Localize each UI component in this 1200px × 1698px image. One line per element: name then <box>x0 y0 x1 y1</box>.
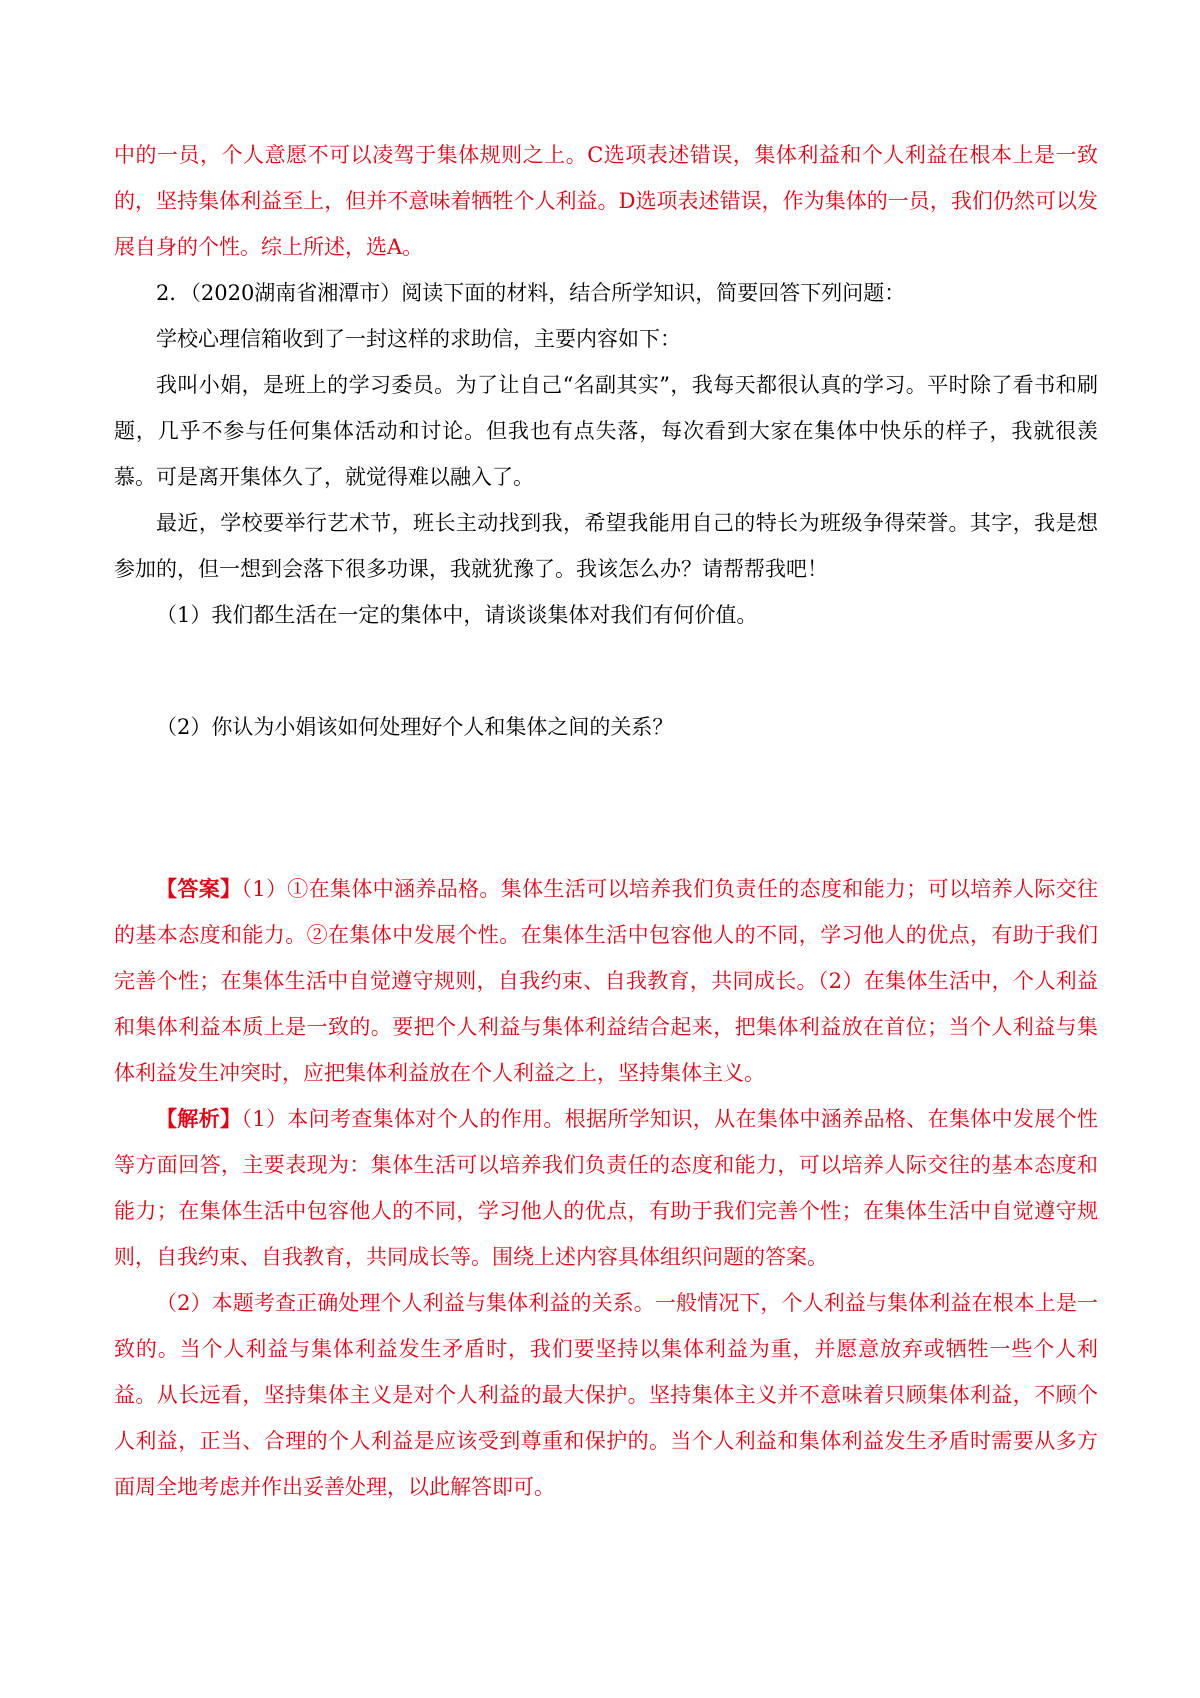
analysis-paragraph-1 <box>114 1096 1098 1280</box>
previous-analysis-continuation: 中的一员，个人意愿不可以凌驾于集体规则之上。C选项表述错误，集体利益和个人利益在根本上是一致的，坚持集体利益至上，但并不意味着牺牲个人利益。D选项表述错误，作为集体的一员，我们仍然可以发展自身的个性。综上所述，选A。 <box>114 143 1098 259</box>
letter-paragraph-1: 我叫小娟，是班上的学习委员。为了让自己“名副其实”，我每天都很认真的学习。平时除了看书和刷题，几乎不参与任何集体活动和讨论。但我也有点失落，每次看到大家在集体中快乐的样子，我就很羡慕。可是离开集体久了，就觉得难以融入了。 <box>114 373 1098 489</box>
answer-text: （1）①在集体中涵养品格。集体生活可以培养我们负责任的态度和能力；可以培养人际交往的基本态度和能力。②在集体中发展个性。在集体生活中包容他人的不同，学习他人的优点，有助于我们完善个性；在集体生活中自觉遵守规则，自我约束、自我教育，共同成长。（2）在集体生活中，个人利益和集体利益本质上是一致的。要把个人利益与集体利益结合起来，把集体利益放在首位；当个人利益与集体利益发生冲突时，应把集体利益放在个人利益之上，坚持集体主义。 <box>114 877 1099 1085</box>
sub-question-1: （1）我们都生活在一定的集体中，请谈谈集体对我们有何价值。 <box>156 603 758 627</box>
analysis-part-1: （1）本问考查集体对个人的作用。根据所学知识，从在集体中涵养品格、在集体中发展个性等方面回答，主要表现为：集体生活可以培养我们负责任的态度和能力，可以培养人际交往的基本态度和能力；在集体生活中包容他人的不同，学习他人的优点，有助于我们完善个性；在集体生活中自觉遵守规则，自我约束、自我教育，共同成长等。围绕上述内容具体组织问题的答案。 <box>114 1107 1099 1269</box>
letter-paragraph-2: 最近，学校要举行艺术节，班长主动找到我，希望我能用自己的特长为班级争得荣誉。其字，我是想参加的，但一想到会落下很多功课，我就犹豫了。我该怎么办？请帮帮我吧！ <box>114 511 1098 581</box>
answer-tag: 【答案】 <box>156 876 242 901</box>
question-2-intro: 学校心理信箱收到了一封这样的求助信，主要内容如下： <box>156 327 681 351</box>
analysis-tag: 【解析】 <box>156 1106 242 1131</box>
answer-paragraph <box>114 866 1098 1096</box>
question-2-stem: 2．（2020湖南省湘潭市）阅读下面的材料，结合所学知识，简要回答下列问题： <box>156 281 906 305</box>
sub-question-2: （2）你认为小娟该如何处理好个人和集体之间的关系？ <box>156 715 674 739</box>
analysis-paragraph-2: （2）本题考查正确处理个人利益与集体利益的关系。一般情况下，个人利益与集体利益在根本上是一致的。当个人利益与集体利益发生矛盾时，我们要坚持以集体利益为重，并愿意放弃或牺牲一些个人利益。从长远看，坚持集体主义是对个人利益的最大保护。坚持集体主义并不意味着只顾集体利益，不顾个人利益，正当、合理的个人利益是应该受到尊重和保护的。当个人利益和集体利益发生矛盾时需要从多方面周全地考虑并作出妥善处理，以此解答即可。 <box>114 1291 1098 1499</box>
